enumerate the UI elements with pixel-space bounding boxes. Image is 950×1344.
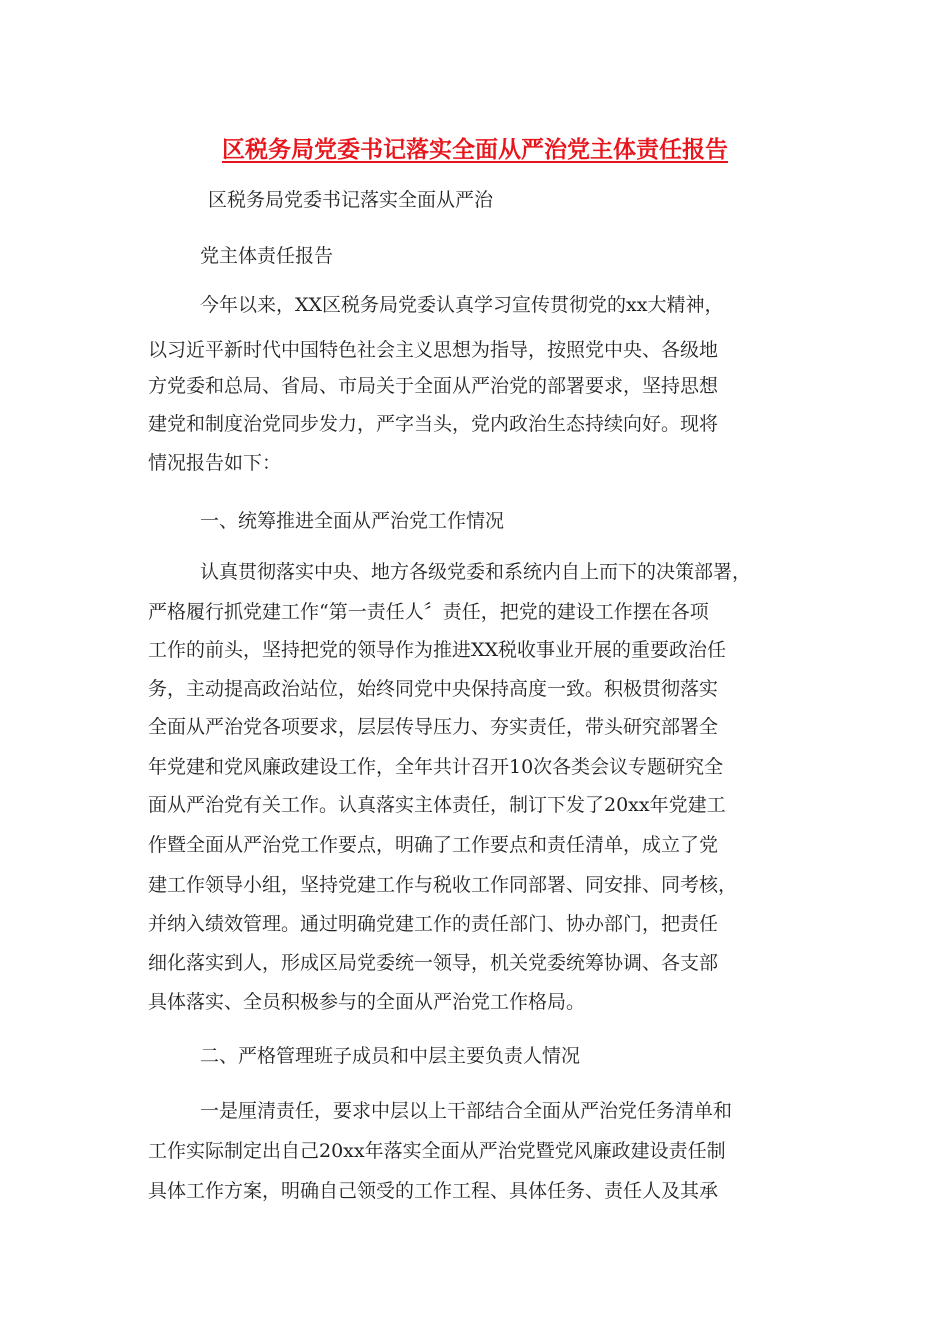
paragraph-line: 建党和制度治党同步发力，严字当头，党内政治生态持续向好。现将 bbox=[148, 413, 719, 435]
paragraph-line: 方党委和总局、省局、市局关于全面从严治党的部署要求，坚持思想 bbox=[148, 375, 719, 397]
paragraph-line: 今年以来，XX区税务局党委认真学习宣传贯彻党的xx大精神， bbox=[200, 294, 724, 316]
paragraph-line: 严格履行抓党建工作“第一责任人〞责任，把党的建设工作摆在各项 bbox=[148, 601, 709, 623]
subtitle-line-2: 党主体责任报告 bbox=[200, 245, 334, 267]
paragraph-line: 情况报告如下： bbox=[148, 452, 282, 474]
paragraph-line: 作暨全面从严治党工作要点，明确了工作要点和责任清单，成立了党 bbox=[148, 834, 719, 856]
document-title bbox=[0, 134, 950, 166]
paragraph-line: 建工作领导小组，坚持党建工作与税收工作同部署、同安排、同考核， bbox=[148, 874, 738, 896]
paragraph-line: 工作的前头，坚持把党的领导作为推进XX税收事业开展的重要政治任 bbox=[148, 639, 727, 661]
paragraph-line: 细化落实到人，形成区局党委统一领导，机关党委统筹协调、各支部 bbox=[148, 952, 719, 974]
paragraph-line: 以习近平新时代中国特色社会主义思想为指导，按照党中央、各级地 bbox=[148, 339, 719, 361]
paragraph-line: 年党建和党风廉政建设工作，全年共计召开10次各类会议专题研究全 bbox=[148, 756, 724, 778]
paragraph-line: 一是厘清责任，要求中层以上干部结合全面从严治党任务清单和 bbox=[200, 1100, 733, 1122]
paragraph-line: 具体落实、全员积极参与的全面从严治党工作格局。 bbox=[148, 991, 586, 1013]
section-heading-2: 二、严格管理班子成员和中层主要负责人情况 bbox=[200, 1045, 581, 1067]
paragraph-line: 工作实际制定出自己20xx年落实全面从严治党暨党风廉政建设责任制 bbox=[148, 1140, 726, 1162]
subtitle-line-1: 区税务局党委书记落实全面从严治 bbox=[208, 189, 494, 211]
paragraph-line: 认真贯彻落实中央、地方各级党委和系统内自上而下的决策部署， bbox=[200, 561, 752, 583]
paragraph-line: 务，主动提高政治站位，始终同党中央保持高度一致。积极贯彻落实 bbox=[148, 678, 719, 700]
paragraph-line: 面从严治党有关工作。认真落实主体责任，制订下发了20xx年党建工 bbox=[148, 794, 726, 816]
paragraph-line: 全面从严治党各项要求，层层传导压力、夯实责任，带头研究部署全 bbox=[148, 716, 719, 738]
section-heading-1: 一、统筹推进全面从严治党工作情况 bbox=[200, 510, 505, 532]
paragraph-line: 并纳入绩效管理。通过明确党建工作的责任部门、协办部门，把责任 bbox=[148, 913, 719, 935]
paragraph-line: 具体工作方案，明确自己领受的工作工程、具体任务、责任人及其承 bbox=[148, 1180, 719, 1202]
document-title-text: 区税务局党委书记落实全面从严治党主体责任报告 bbox=[222, 137, 728, 163]
